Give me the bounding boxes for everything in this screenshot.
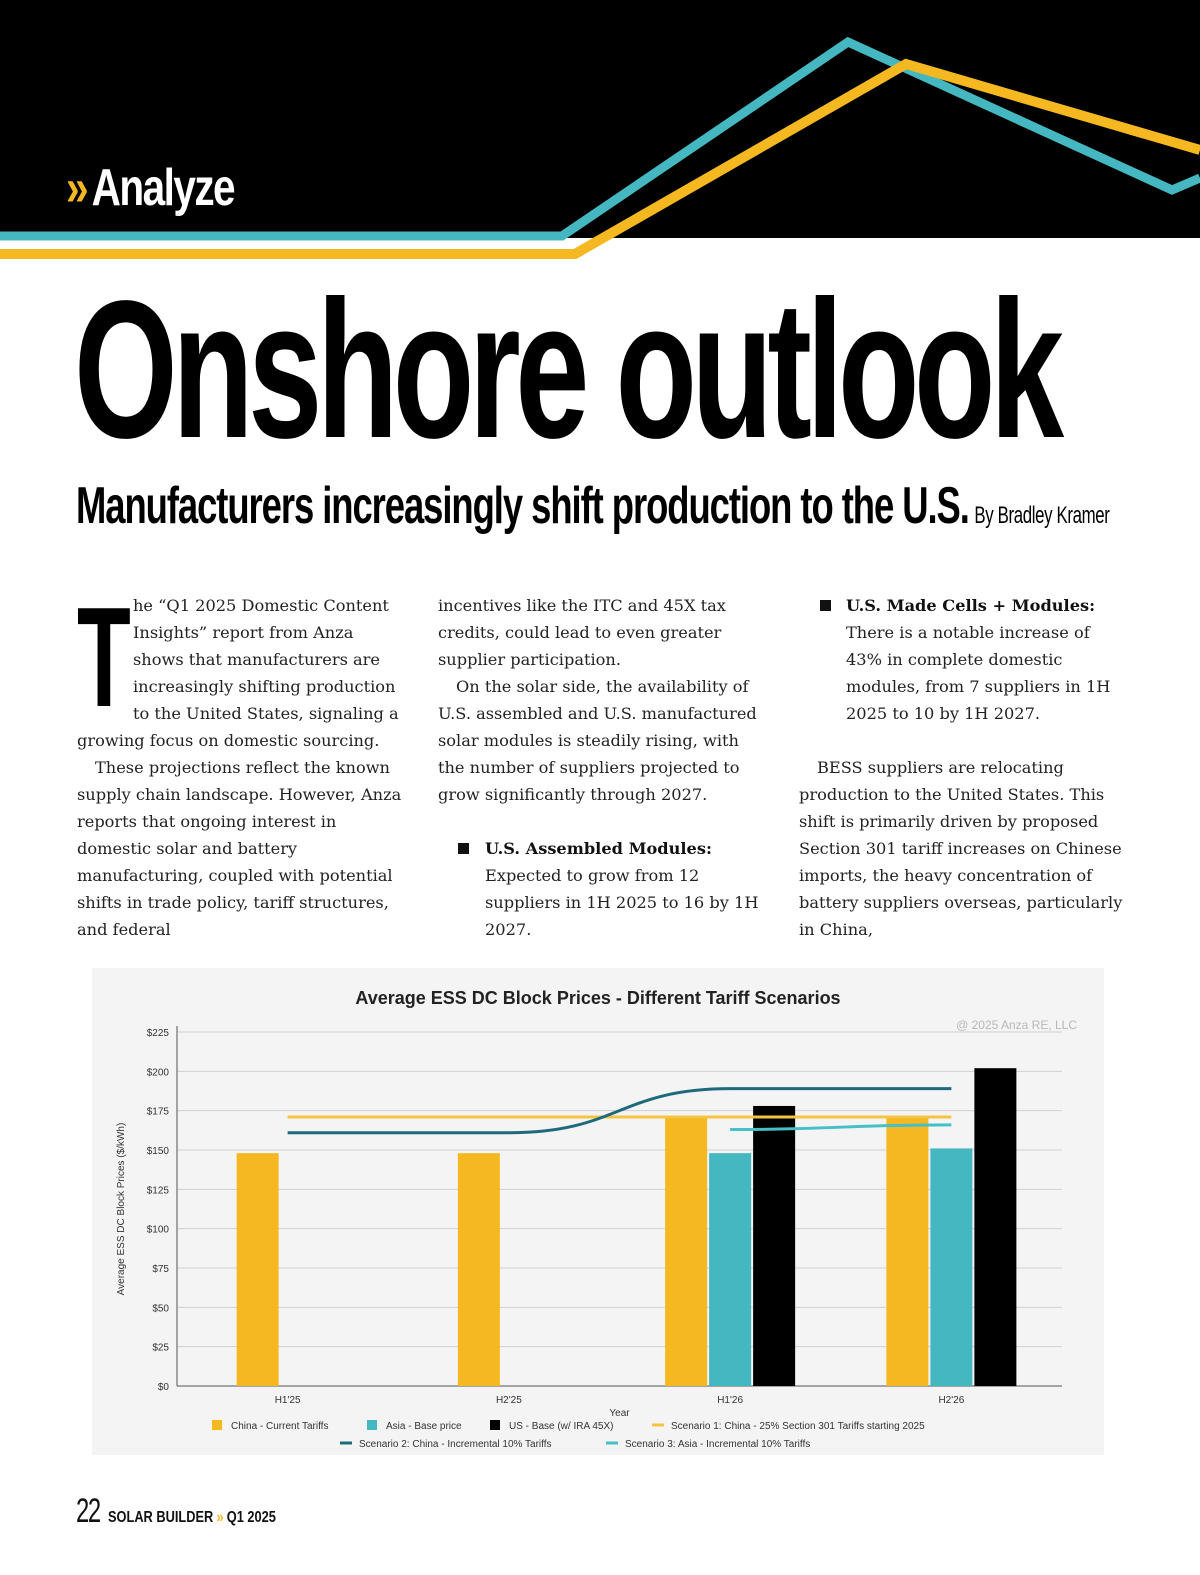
bullet-label: U.S. Made Cells + Modules: [846, 596, 1096, 615]
dek-text: Manufacturers increasingly shift production to the U.S. [76, 477, 969, 535]
x-tick-label: H2'26 [938, 1395, 965, 1406]
y-tick-label: $125 [146, 1185, 169, 1197]
y-tick-label: $100 [146, 1224, 169, 1236]
bar-asia [709, 1153, 751, 1386]
paragraph: BESS suppliers are relocating production to the United States. This shift is primarily driven by proposed Section 301 tariff increases on Chinese imports, the heavy concentration of battery suppliers overseas, particularly in China, [799, 758, 1123, 939]
headline: Onshore outlook [74, 260, 1059, 479]
y-tick-label: $225 [146, 1028, 169, 1039]
bullet-text: Expected to grow from 12 suppliers in 1H 2025 to 16 by 1H 2027. [485, 866, 759, 939]
square-bullet-icon [820, 600, 831, 611]
y-axis-label: Average ESS DC Block Prices ($/kWh) [116, 1122, 127, 1296]
y-tick-label: $175 [146, 1106, 169, 1118]
footer [76, 1492, 318, 1531]
bar-us [974, 1068, 1016, 1386]
square-bullet-icon [458, 843, 469, 854]
bar-asia [930, 1148, 972, 1386]
chevron-icon: » [66, 159, 87, 217]
legend-label: US - Base (w/ IRA 45X) [509, 1421, 614, 1432]
y-tick-label: $75 [152, 1264, 169, 1275]
legend-label: Asia - Base price [386, 1421, 462, 1432]
dropcap: T [77, 578, 131, 737]
legend-label: Scenario 1: China - 25% Section 301 Tariffs starting 2025 [671, 1421, 925, 1432]
y-tick-label: $50 [152, 1303, 169, 1315]
spacer [799, 727, 1124, 754]
chart-title: Average ESS DC Block Prices - Different Tariff Scenarios [355, 988, 841, 1008]
paragraph: incentives like the ITC and 45X tax credits, could lead to even greater supplier participation. [438, 596, 726, 669]
x-tick-label: H2'25 [495, 1395, 522, 1406]
y-tick-label: $25 [152, 1342, 169, 1354]
bullet-label: U.S. Assembled Modules: [485, 839, 712, 858]
bar-china [665, 1117, 707, 1386]
y-tick-label: $200 [146, 1067, 169, 1079]
publication-text: SOLAR BUILDER [108, 1509, 214, 1526]
section-label [66, 158, 234, 218]
bar-china [458, 1153, 500, 1386]
price-chart [92, 968, 1104, 1455]
article-column-1 [77, 578, 402, 943]
bar-china [237, 1153, 279, 1386]
x-tick-label: H1'25 [274, 1395, 301, 1406]
y-tick-label: $150 [146, 1146, 169, 1157]
paragraph: These projections reflect the known supply chain landscape. However, Anza reports that ongoing interest in domestic solar and battery manufacturing, coupled with potential shifts in trade policy, tariff structures, and federal [77, 758, 402, 939]
paragraph-text: he “Q1 2025 Domestic Content Insights” report from Anza shows that manufacturers are increasingly shifting production to the United States, signaling a growing focus on domestic sourcing. [77, 596, 399, 750]
section-label-text: Analyze [91, 159, 235, 217]
x-axis-label: Year [609, 1408, 630, 1419]
paragraph [77, 578, 402, 754]
legend-swatch [490, 1420, 500, 1430]
bar-china [886, 1117, 928, 1386]
page-number: 22 [76, 1492, 100, 1530]
chart-svg [92, 968, 1104, 1455]
bullet-item [799, 592, 1124, 727]
header-band [0, 0, 1200, 265]
byline: By Bradley Kramer [974, 502, 1110, 529]
separator-icon: » [216, 1509, 224, 1526]
chart-copyright: @ 2025 Anza RE, LLC [956, 1018, 1077, 1032]
legend-label: Scenario 3: Asia - Incremental 10% Tariffs [625, 1439, 811, 1450]
paragraph: On the solar side, the availability of U.S. assembled and U.S. manufactured solar modules is steadily rising, with the number of suppliers projected to grow significantly through 2027. [438, 677, 757, 804]
issue-text: Q1 2025 [226, 1509, 276, 1526]
legend-label: China - Current Tariffs [231, 1421, 329, 1432]
header-graphic [0, 0, 1200, 265]
bar-us [753, 1106, 795, 1386]
article-column-3 [799, 592, 1124, 943]
y-tick-label: $0 [157, 1382, 169, 1393]
article-column-2 [438, 592, 763, 943]
legend-swatch [367, 1420, 377, 1430]
dek [76, 476, 1109, 546]
legend-swatch [212, 1420, 222, 1430]
bullet-text: There is a notable increase of 43% in complete domestic modules, from 7 suppliers in 1H 2025 to 10 by 1H 2027. [846, 623, 1111, 723]
publication-name [108, 1509, 276, 1527]
legend-label: Scenario 2: China - Incremental 10% Tariffs [359, 1439, 552, 1450]
bullet-item [438, 835, 763, 943]
x-tick-label: H1'26 [717, 1395, 744, 1406]
